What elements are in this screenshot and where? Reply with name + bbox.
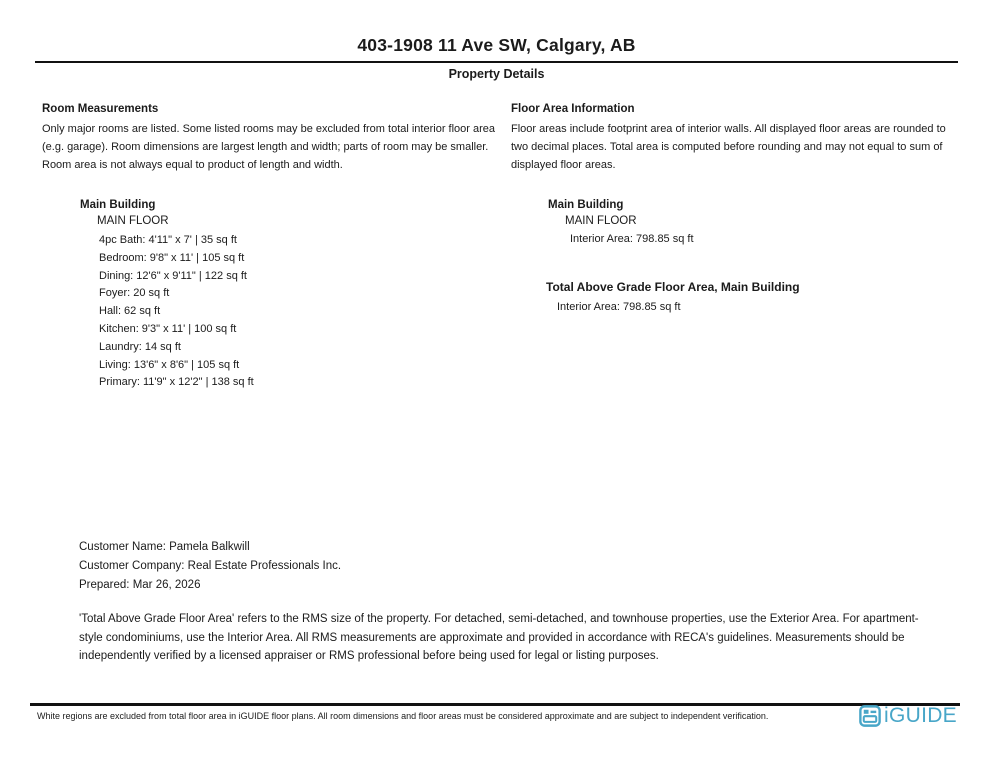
rms-disclaimer: 'Total Above Grade Floor Area' refers to the RMS size of the property. For detached, semi-detached, and townhouse properties, use the Exterior Area. For apartment-style condominiums, use the Interior Area. All RMS measurements are approximate and provided in accordance with RECA's guidelines. Measurements should be independently verified by a licensed appraiser or RMS professional before being used for legal or listing purposes. xyxy=(79,613,919,662)
iguide-logo-text: iGUIDE xyxy=(884,704,957,727)
room-list-item: Living: 13'6" x 8'6" | 105 sq ft xyxy=(99,358,240,371)
footer-divider xyxy=(30,703,960,706)
floor-area-heading: Floor Area Information xyxy=(511,103,635,115)
building-name: Main Building xyxy=(548,199,624,211)
total-above-grade-heading: Total Above Grade Floor Area, Main Building xyxy=(546,280,800,294)
room-list-item: Kitchen: 9'3" x 11' | 100 sq ft xyxy=(99,322,237,335)
room-list-item: Dining: 12'6" x 9'11" | 122 sq ft xyxy=(99,269,247,282)
room-list-item: Foyer: 20 sq ft xyxy=(99,287,170,300)
page-title: 403-1908 11 Ave SW, Calgary, AB xyxy=(357,35,636,55)
iguide-logo-icon xyxy=(859,705,881,727)
floor-area-description: Floor areas include footprint area of interior walls. All displayed floor areas are rounded to two decimal places. Total area is computed before rounding and may not equal to sum of displayed floor areas. xyxy=(511,123,946,171)
footer-note: White regions are excluded from total floor area in iGUIDE floor plans. All room dimensions and floor areas must be considered approximate and are subject to independent verification. xyxy=(37,711,769,721)
floor-name: MAIN FLOOR xyxy=(97,215,169,227)
room-list-item: Primary: 11'9" x 12'2" | 138 sq ft xyxy=(99,376,254,389)
building-name: Main Building xyxy=(80,199,156,211)
room-list-item: 4pc Bath: 4'11" x 7' | 35 sq ft xyxy=(99,234,237,246)
room-measurements-section xyxy=(42,103,500,392)
room-list xyxy=(99,232,500,392)
room-list-item: Laundry: 14 sq ft xyxy=(99,340,181,353)
page-subtitle: Property Details xyxy=(448,67,545,81)
room-list-item: Bedroom: 9'8" x 11' | 105 sq ft xyxy=(99,251,245,264)
floor-name: MAIN FLOOR xyxy=(565,215,637,227)
total-interior-area-value: Interior Area: 798.85 sq ft xyxy=(557,301,681,313)
prepared-date-line: Prepared: Mar 26, 2026 xyxy=(79,579,201,591)
interior-area-value: Interior Area: 798.85 sq ft xyxy=(570,233,694,245)
floor-area-section xyxy=(511,103,963,313)
customer-company-line: Customer Company: Real Estate Professionals Inc. xyxy=(79,560,342,572)
iguide-logo xyxy=(859,705,957,727)
customer-name-line: Customer Name: Pamela Balkwill xyxy=(79,541,250,553)
room-list-item: Hall: 62 sq ft xyxy=(99,305,161,318)
room-measurements-description: Only major rooms are listed. Some listed rooms may be excluded from total interior floor area (e.g. garage). Room dimensions are largest length and width; parts of room may be smaller. Room area is not always equal to product of length and width. xyxy=(42,123,496,171)
customer-info xyxy=(79,538,341,595)
room-measurements-heading: Room Measurements xyxy=(42,103,159,115)
title-divider xyxy=(35,61,958,63)
